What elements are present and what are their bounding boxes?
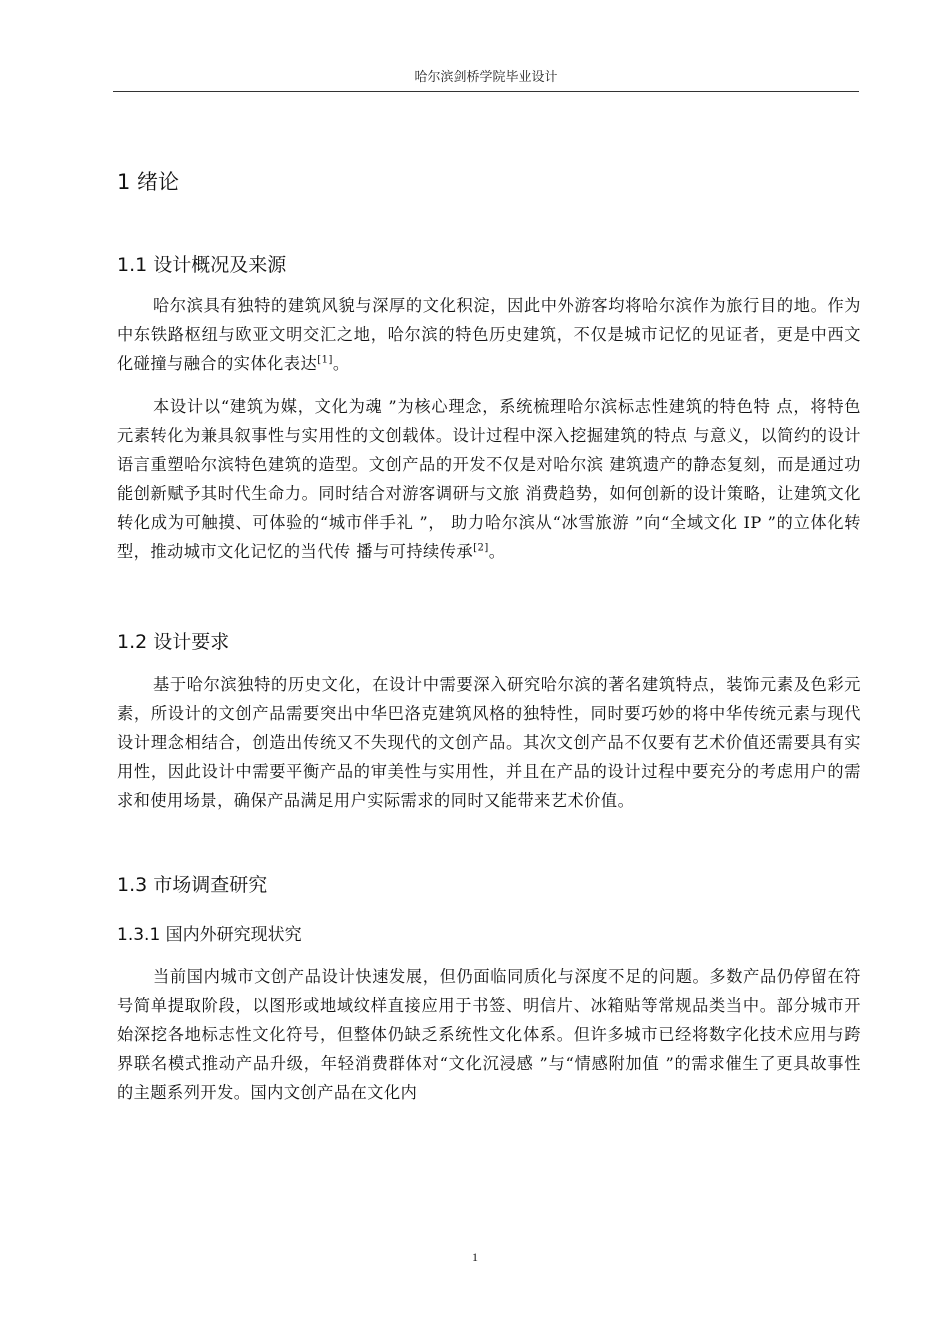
section-heading: 1.2 设计要求 (117, 631, 230, 653)
body-paragraph (117, 291, 861, 378)
citation-ref: [1] (317, 354, 333, 366)
chapter-title: 1 绪论 (117, 170, 180, 194)
section-heading: 1.3 市场调查研究 (117, 874, 268, 896)
body-paragraph: 当前国内城市文创产品设计快速发展，但仍面临同质化与深度不足的问题。多数产品仍停留在符号简单提取阶段，以图形或地域纹样直接应用于书签、明信片、冰箱贴等常规品类当中。部分城市开始深挖各地标志性文化符号，但整体仍缺乏系统性文化体系。但许多城市已经将数字化技术应用与跨界联名模式推动产品升级，年轻消费群体对“文化沉浸感 ”与“情感附加值 ”的需求催生了更具故事性的主题系列开发。国内文创产品在文化内 (117, 967, 861, 1102)
paragraph-tail: 。 (488, 542, 506, 561)
section-heading: 1.1 设计概况及来源 (117, 254, 287, 276)
subsection-heading: 1.3.1 国内外研究现状究 (117, 925, 302, 945)
running-header: 哈尔滨剑桥学院毕业设计 (113, 66, 859, 92)
page-number: 1 (472, 1250, 478, 1264)
paragraph-text: 哈尔滨具有独特的建筑风貌与深厚的文化积淀，因此中外游客均将哈尔滨作为旅行目的地。作为中东铁路枢纽与欧亚文明交汇之地，哈尔滨的特色历史建筑，不仅是城市记忆的见证者，更是中西文化碰撞与融合的实体化表达 (117, 296, 861, 373)
paragraph-tail: 。 (332, 354, 350, 373)
body-paragraph: 基于哈尔滨独特的历史文化，在设计中需要深入研究哈尔滨的著名建筑特点，装饰元素及色彩元素，所设计的文创产品需要突出中华巴洛克建筑风格的独特性，同时要巧妙的将中华传统元素与现代设计理念相结合，创造出传统又不失现代的文创产品。其次文创产品不仅要有艺术价值还需要具有实用性，因此设计中需要平衡产品的审美性与实用性，并且在产品的设计过程中要充分的考虑用户的需求和使用场景，确保产品满足用户实际需求的同时又能带来艺术价值。 (117, 675, 861, 810)
paragraph-text: 本设计以“建筑为媒，文化为魂 ”为核心理念，系统梳理哈尔滨标志性建筑的特色特 点，将特色元素转化为兼具叙事性与实用性的文创载体。设计过程中深入挖掘建筑的特点 与意义，以简约的设计语言重塑哈尔滨特色建筑的造型。文创产品的开发不仅是对哈尔滨 建筑遗产的静态复刻，而是通过功能创新赋予其时代生命力。同时结合对游客调研与文旅 消费趋势，如何创新的设计策略，让建筑文化转化成为可触摸、可体验的“城市伴手礼 ”， 助力哈尔滨从“冰雪旅游 ”向“全域文化 IP ”的立体化转型，推动城市文化记忆的当代传 播与可持续传承 (117, 397, 861, 561)
body-paragraph (117, 392, 861, 566)
citation-ref: [2] (473, 542, 489, 554)
